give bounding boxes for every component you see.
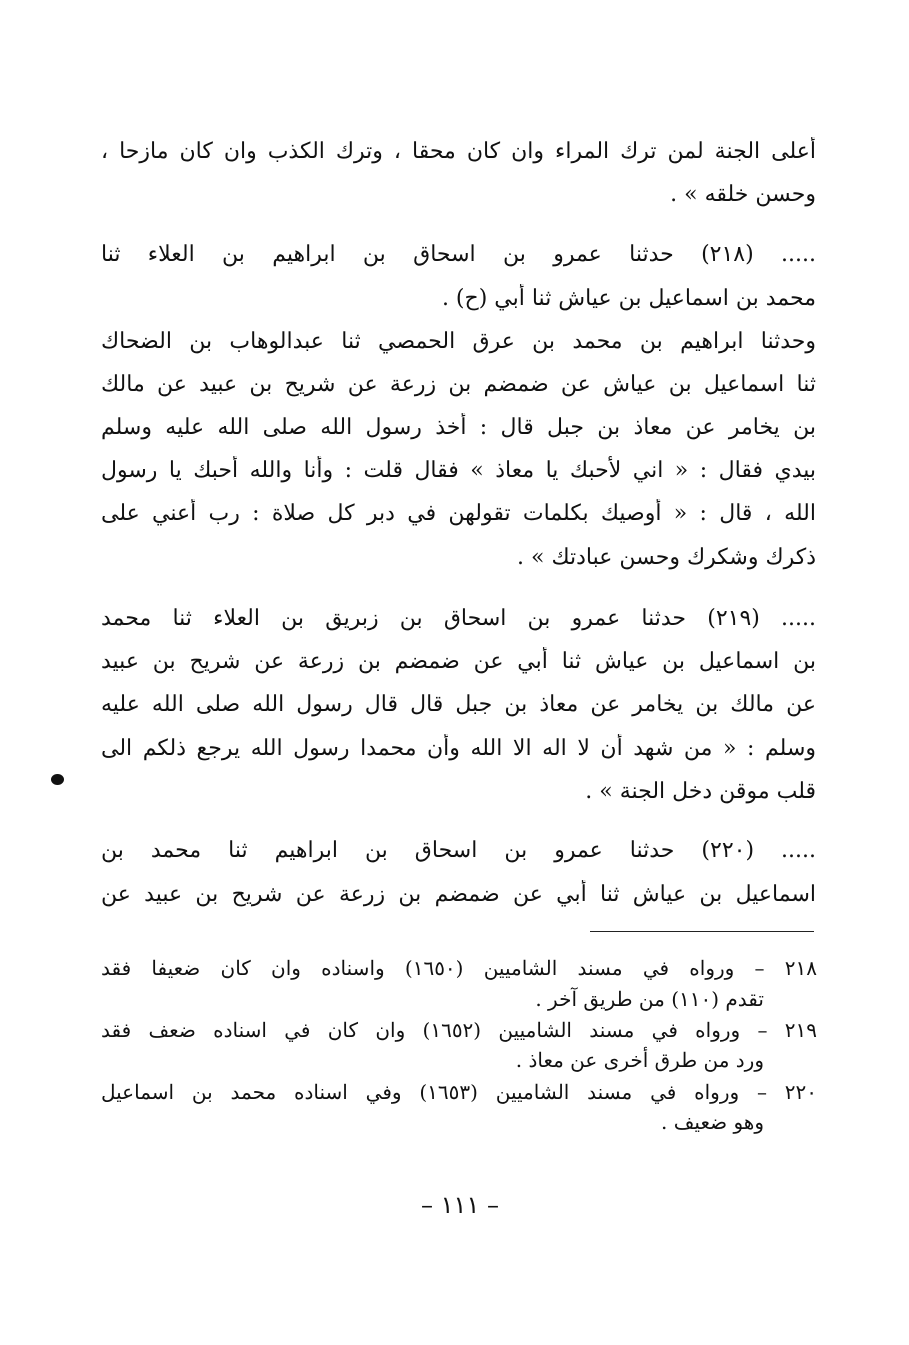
body-line: ذكرك وشكرك وحسن عبادتك » . [517, 545, 816, 570]
body-line: وحسن خلقه » . [670, 182, 816, 207]
body-line: بن اسماعيل بن عياش ثنا أبي عن ضمضم بن زرعة عن شريح بن عبيد [101, 649, 816, 674]
body-line: وحدثنا ابراهيم بن محمد بن عرق الحمصي ثنا عبدالوهاب بن الضحاك [101, 329, 816, 354]
body-line: قلب موقن دخل الجنة » . [585, 779, 816, 804]
footnote-219: ٢١٩ – ورواه في مسند الشاميين (١٦٥٢) وان كان في اسناده ضعف فقد [101, 1018, 817, 1042]
body-line: اسماعيل بن عياش ثنا أبي عن ضمضم بن زرعة عن شريح بن عبيد عن [101, 882, 816, 907]
body-line: بيدي فقال : « اني لأحبك يا معاذ » فقال قلت : وأنا والله أحبك يا رسول [101, 458, 816, 483]
footnote-219-continuation: ورد من طرق أخرى عن معاذ . [515, 1048, 764, 1072]
hadith-218-header: ..... (٢١٨) حدثنا عمرو بن اسحاق بن ابراهيم بن العلاء ثنا [101, 242, 816, 267]
footnote-220-continuation: وهو ضعيف . [661, 1110, 764, 1134]
body-line: محمد بن اسماعيل بن عياش ثنا أبي (ح) . [441, 286, 816, 311]
body-line: أعلى الجنة لمن ترك المراء وان كان محقا ، وترك الكذب وان كان مازحا ، [101, 139, 816, 164]
page-number: – ١١١ – [421, 1191, 499, 1219]
margin-mark [51, 774, 64, 785]
body-line: عن مالك بن يخامر عن معاذ بن جبل قال قال رسول الله صلى الله عليه [101, 692, 816, 717]
footnote-218-continuation: تقدم (١١٠) من طريق آخر . [535, 987, 764, 1011]
hadith-219-header: ..... (٢١٩) حدثنا عمرو بن اسحاق بن زبريق بن العلاء ثنا محمد [101, 606, 816, 631]
body-line: الله ، قال : « أوصيك بكلمات تقولهن في دبر كل صلاة : رب أعني على [101, 501, 816, 526]
footnote-218: ٢١٨ – ورواه في مسند الشاميين (١٦٥٠) واسناده وان كان ضعيفا فقد [101, 956, 817, 980]
footnote-separator [590, 931, 814, 932]
body-line: وسلم : « من شهد أن لا اله الا الله وأن محمدا رسول الله يرجع ذلكم الى [101, 736, 816, 761]
body-line: ثنا اسماعيل بن عياش عن ضمضم بن زرعة عن شريح بن عبيد عن مالك [101, 372, 816, 397]
footnote-220: ٢٢٠ – ورواه في مسند الشاميين (١٦٥٣) وفي اسناده محمد بن اسماعيل [101, 1080, 817, 1104]
body-line: بن يخامر عن معاذ بن جبل قال : أخذ رسول الله صلى الله عليه وسلم [101, 415, 816, 440]
hadith-220-header: ..... (٢٢٠) حدثنا عمرو بن اسحاق بن ابراهيم ثنا محمد بن [101, 838, 816, 863]
